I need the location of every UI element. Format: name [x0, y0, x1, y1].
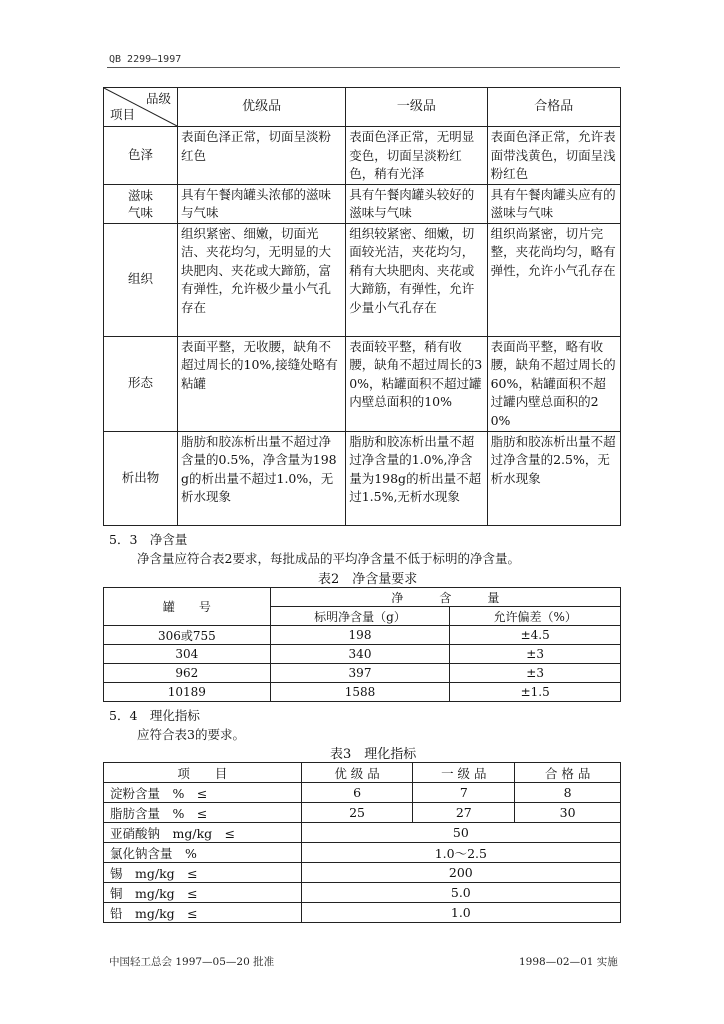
table-row: [104, 431, 621, 525]
column-header: 优级品: [178, 88, 346, 127]
table-row: [104, 626, 621, 645]
approval-date: 中国轻工总会 1997—05—20 批准: [109, 956, 275, 968]
table-cell: 198: [270, 626, 450, 645]
column-header: 优 级 品: [301, 763, 413, 783]
table-caption: 表2 净含量要求: [318, 572, 418, 587]
table-header-row: [104, 88, 621, 127]
diagonal-header-cell: [104, 88, 178, 127]
table-cell: 8: [515, 783, 621, 803]
table-cell: 组织尚紧密，切片完整，夹花尚均匀，略有弹性，允许小气孔存在: [487, 223, 620, 336]
table-row: [104, 803, 621, 823]
table-cell: 表面色泽正常，切面呈淡粉红色: [178, 127, 346, 185]
table-cell: 340: [270, 645, 450, 664]
standard-code: QB 2299—1997: [109, 54, 182, 65]
table-cell: 10189: [104, 683, 271, 702]
row-label: 析出物: [104, 431, 178, 525]
table-cell: ±4.5: [450, 626, 621, 645]
column-header: 罐 号: [104, 588, 271, 626]
column-header: 允许偏差（%）: [450, 607, 621, 626]
table-cell: 1.0: [301, 903, 620, 923]
table-row: [104, 184, 621, 223]
table-row: [104, 683, 621, 702]
table-cell: 表面色泽正常，允许表面带浅黄色，切面呈浅粉红色: [487, 127, 620, 185]
row-label: 铅 mg/kg ≤: [104, 903, 302, 923]
table-cell: 表面平整，无收腰，缺角不超过周长的10%,接缝处略有粘罐: [178, 336, 346, 431]
table-cell: ±3: [450, 645, 621, 664]
table-row: [104, 783, 621, 803]
table-row: [104, 645, 621, 664]
table-cell: 25: [301, 803, 413, 823]
net-content-table: [103, 587, 621, 702]
section-paragraph: 应符合表3的要求。: [137, 727, 245, 742]
row-label: 锡 mg/kg ≤: [104, 863, 302, 883]
table-row: [104, 863, 621, 883]
table-cell: 306或755: [104, 626, 271, 645]
row-label: 脂肪含量 % ≤: [104, 803, 302, 823]
row-label: [104, 184, 178, 223]
table-cell: 50: [301, 823, 620, 843]
table-header-row: [104, 763, 621, 783]
table-cell: 962: [104, 664, 271, 683]
row-label: 组织: [104, 223, 178, 336]
row-label: 氯化钠含量 %: [104, 843, 302, 863]
table-cell: 表面色泽正常，无明显变色，切面呈淡粉红色，稍有光泽: [346, 127, 487, 185]
column-header: 一 级 品: [413, 763, 515, 783]
column-header: 一级品: [346, 88, 487, 127]
table-cell: 30: [515, 803, 621, 823]
table-cell: 6: [301, 783, 413, 803]
table-row: [104, 336, 621, 431]
table-caption: 表3 理化指标: [330, 747, 417, 762]
column-header: 项 目: [104, 763, 302, 783]
table-cell: 组织较紧密、细嫩，切面较光洁，夹花均匀，稍有大块肥肉、夹花或大蹄筋，有弹性，允许少量小气孔存在: [346, 223, 487, 336]
row-label: 铜 mg/kg ≤: [104, 883, 302, 903]
table-row: [104, 903, 621, 923]
table-cell: 具有午餐肉罐头浓郁的滋味与气味: [178, 184, 346, 223]
section-heading: 5．4 理化指标: [109, 708, 200, 723]
table-row: [104, 664, 621, 683]
row-label-text: 滋味气味: [127, 187, 153, 220]
row-label: 亚硝酸钠 mg/kg ≤: [104, 823, 302, 843]
header-rule: [107, 67, 620, 68]
table-cell: 1588: [270, 683, 450, 702]
column-header: 合格品: [487, 88, 620, 127]
section-heading: 5．3 净含量: [109, 532, 188, 547]
table-header-row: [104, 588, 621, 607]
table-row: [104, 843, 621, 863]
table-cell: 具有午餐肉罐头应有的滋味与气味: [487, 184, 620, 223]
row-label: 色泽: [104, 127, 178, 185]
table-row: [104, 883, 621, 903]
physicochemical-table: [103, 762, 621, 923]
corner-label-item: 项目: [110, 106, 136, 122]
table-cell: 具有午餐肉罐头较好的滋味与气味: [346, 184, 487, 223]
table-cell: ±3: [450, 664, 621, 683]
table-cell: 脂肪和胶冻析出量不超过净含量的0.5%，净含量为198g的析出量不超过1.0%，无析水现象: [178, 431, 346, 525]
table-cell: 304: [104, 645, 271, 664]
sensory-table: [103, 87, 621, 526]
row-label: 淀粉含量 % ≤: [104, 783, 302, 803]
table-cell: 脂肪和胶冻析出量不超过净含量的2.5%，无析水现象: [487, 431, 620, 525]
implementation-date: 1998—02—01 实施: [519, 956, 618, 968]
table-cell: 1.0～2.5: [301, 843, 620, 863]
table-row: [104, 127, 621, 185]
table-cell: 7: [413, 783, 515, 803]
corner-label-grade: 品级: [145, 91, 171, 106]
table-cell: 表面较平整，稍有收腰，缺角不超过周长的30%，粘罐面积不超过罐内壁总面积的10%: [346, 336, 487, 431]
table-cell: ±1.5: [450, 683, 621, 702]
table-row: [104, 223, 621, 336]
table-cell: 27: [413, 803, 515, 823]
column-header: 合 格 品: [515, 763, 621, 783]
table-row: [104, 823, 621, 843]
table-cell: 表面尚平整，略有收腰，缺角不超过周长的60%，粘罐面积不超过罐内壁总面积的20%: [487, 336, 620, 431]
table-cell: 200: [301, 863, 620, 883]
table-cell: 组织紧密、细嫩，切面光洁、夹花均匀，无明显的大块肥肉、夹花或大蹄筋，富有弹性，允许极少量小气孔存在: [178, 223, 346, 336]
table-cell: 397: [270, 664, 450, 683]
row-label: 形态: [104, 336, 178, 431]
table-cell: 5.0: [301, 883, 620, 903]
column-header: 净 含 量: [270, 588, 620, 607]
column-header: 标明净含量（g）: [270, 607, 450, 626]
table-cell: 脂肪和胶冻析出量不超过净含量的1.0%,净含量为198g的析出量不超过1.5%,无析水现象: [346, 431, 487, 525]
section-paragraph: 净含量应符合表2要求，每批成品的平均净含量不低于标明的净含量。: [137, 551, 520, 566]
